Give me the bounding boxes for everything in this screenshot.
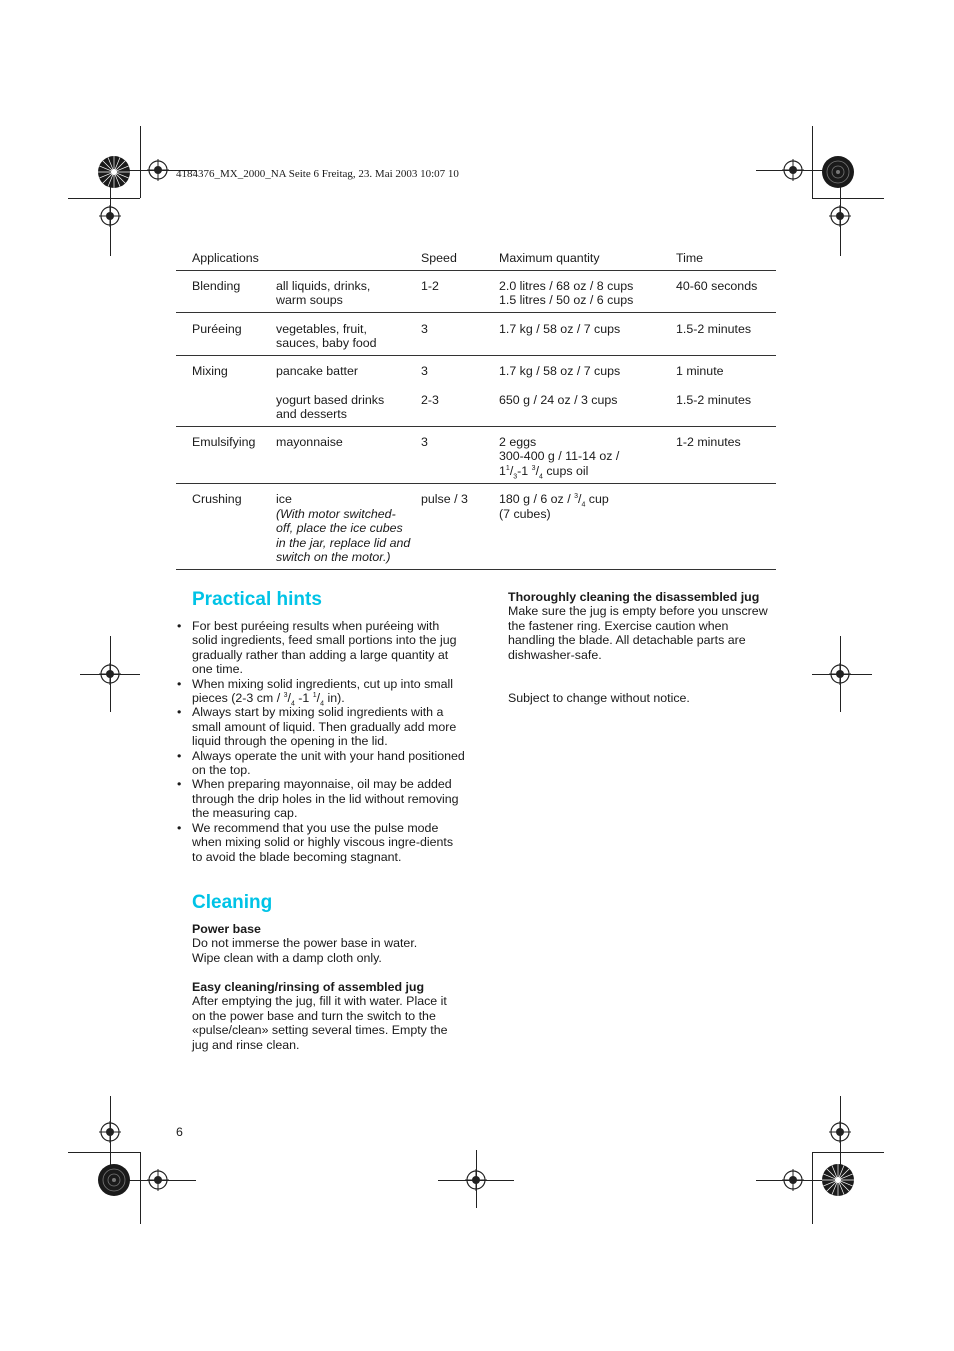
registration-target-icon	[99, 1121, 121, 1143]
starburst-mark-icon	[821, 1163, 855, 1197]
speed-value: 3	[421, 322, 428, 336]
table-rule	[176, 312, 776, 313]
registration-target-icon	[99, 663, 121, 685]
list-item: • When mixing solid ingredients, cut up into small pieces (2-3 cm / $^3/_4$ -1 $^1/_4$ in).	[176, 677, 466, 706]
fraction-numerator: 3	[531, 464, 536, 472]
table-rule	[176, 355, 776, 356]
quantity-value: 1.7 kg / 58 oz / 7 cups	[499, 322, 621, 336]
power-base-text: Do not immerse the power base in water. Wipe clean with a damp cloth only.	[192, 936, 418, 965]
registration-target-icon	[782, 1169, 804, 1191]
table-rule	[176, 483, 776, 484]
fraction-denominator: 3	[513, 473, 518, 481]
table-rule	[176, 426, 776, 427]
fraction-denominator: 4	[581, 501, 586, 509]
column-header-speed: Speed	[421, 251, 457, 265]
fraction-numerator: 3	[283, 691, 288, 699]
registration-target-icon	[147, 1169, 169, 1191]
fraction-numerator: 3	[574, 492, 578, 500]
cleaning-title: Cleaning	[192, 892, 273, 913]
time-value: 1.5-2 minutes	[676, 322, 752, 336]
speed-value: pulse / 3	[421, 492, 468, 506]
starburst-mark-icon	[821, 155, 855, 189]
application-item: yogurt based drinks and desserts	[276, 393, 385, 422]
time-value: 40-60 seconds	[676, 279, 758, 293]
starburst-mark-icon	[97, 155, 131, 189]
registration-target-icon	[782, 159, 804, 181]
print-slug: 4184376_MX_2000_NA Seite 6 Freitag, 23. Mai 2003 10:07 10	[176, 168, 459, 180]
registration-target-icon	[829, 205, 851, 227]
quantity-value: 2 eggs 300-400 g / 11-14 oz /	[499, 435, 620, 464]
fraction-whole: 1	[499, 464, 506, 478]
list-item: • We recommend that you use the pulse mode when mixing solid or highly viscous ingre-dients to avoid the blade becoming stagnant.	[176, 821, 466, 864]
column-header-maximum-quantity: Maximum quantity	[499, 251, 600, 265]
change-notice: Subject to change without notice.	[508, 691, 690, 705]
fraction-denominator: 4	[320, 700, 325, 708]
list-item: • When preparing mayonnaise, oil may be added through the drip holes in the lid without removing the measuring cap.	[176, 777, 466, 820]
time-value: 1 minute	[676, 364, 724, 378]
cut-text: -1	[294, 691, 313, 706]
application-item: vegetables, fruit, sauces, baby food	[276, 322, 377, 351]
easy-cleaning-text: After emptying the jug, fill it with water. Place it on the power base and turn the switch to the «pulse/clean» setting several times. Empty the jug and rinse clean.	[192, 994, 448, 1052]
column-header-applications: Applications	[192, 251, 259, 265]
time-value: 1.5-2 minutes	[676, 393, 752, 407]
application-name: Crushing	[192, 492, 242, 506]
column-header-time: Time	[676, 251, 704, 265]
power-base-section	[192, 922, 442, 965]
registration-target-icon	[465, 1169, 487, 1191]
time-value: 1-2 minutes	[676, 435, 741, 449]
power-base-heading: Power base	[192, 922, 261, 936]
application-item: ice	[276, 492, 292, 506]
list-item: • For best puréeing results when puréeing with solid ingredients, feed small portions into the jug gradually rather than adding a large quantity at one time.	[176, 619, 466, 677]
registration-target-icon	[829, 1121, 851, 1143]
registration-target-icon	[829, 663, 851, 685]
crushing-note: (With motor switched- off, place the ice cubes in the jar, replace lid and switch on the motor.)	[276, 507, 411, 565]
quantity-unit: cup	[585, 492, 609, 506]
quantity-unit: cups oil	[542, 464, 589, 478]
thorough-cleaning-heading: Thoroughly cleaning the disassembled jug	[508, 590, 760, 604]
quantity-value: 2.0 litres / 68 oz / 8 cups 1.5 litres / 50 oz / 6 cups	[499, 279, 634, 308]
application-name: Mixing	[192, 364, 228, 378]
starburst-mark-icon	[97, 1163, 131, 1197]
practical-hints-title: Practical hints	[192, 589, 322, 610]
quantity-prefix: 180 g / 6 oz /	[499, 492, 575, 506]
application-name: Emulsifying	[192, 435, 256, 449]
thorough-cleaning-section	[508, 590, 774, 662]
quantity-value: 1.7 kg / 58 oz / 7 cups	[499, 364, 621, 378]
quantity-value: 180 g / 6 oz / $^3/_4$ cup	[499, 492, 609, 509]
quantity-note: (7 cubes)	[499, 507, 551, 521]
easy-cleaning-heading: Easy cleaning/rinsing of assembled jug	[192, 980, 425, 994]
cut-text: in).	[324, 691, 345, 706]
page-number: 6	[176, 1125, 183, 1139]
fraction-numerator: 1	[312, 691, 317, 699]
easy-cleaning-section	[192, 980, 454, 1052]
application-name: Blending	[192, 279, 241, 293]
list-item: • Always operate the unit with your hand positioned on the top.	[176, 749, 466, 778]
thorough-cleaning-text: Make sure the jug is empty before you unscrew the fastener ring. Exercise caution when handling the blade. All detachable parts are dishwasher-safe.	[508, 604, 768, 662]
fraction-denominator: 4	[290, 700, 295, 708]
application-item: mayonnaise	[276, 435, 343, 449]
quantity-value: 650 g / 24 oz / 3 cups	[499, 393, 618, 407]
speed-value: 3	[421, 364, 428, 378]
table-rule	[176, 270, 776, 271]
application-item: all liquids, drinks, warm soups	[276, 279, 371, 308]
application-item: pancake batter	[276, 364, 358, 378]
speed-value: 2-3	[421, 393, 439, 407]
application-name: Puréeing	[192, 322, 242, 336]
fraction-denominator: 4	[539, 473, 543, 481]
registration-target-icon	[99, 205, 121, 227]
cut-text: When mixing solid ingredients, cut up into small pieces (2-3 cm /	[192, 676, 454, 706]
hints-list	[176, 619, 466, 864]
registration-target-icon	[147, 159, 169, 181]
fraction-separator: -1	[517, 464, 529, 478]
speed-value: 1-2	[421, 279, 439, 293]
table-rule	[176, 569, 776, 570]
oil-quantity: $1^1/_3-1$ $^3/_4$ cups oil	[499, 464, 589, 481]
speed-value: 3	[421, 435, 428, 449]
list-item: • Always start by mixing solid ingredients with a small amount of liquid. Then gradually add more liquid through the opening in the lid.	[176, 705, 466, 748]
fraction-numerator: 1	[505, 464, 510, 472]
